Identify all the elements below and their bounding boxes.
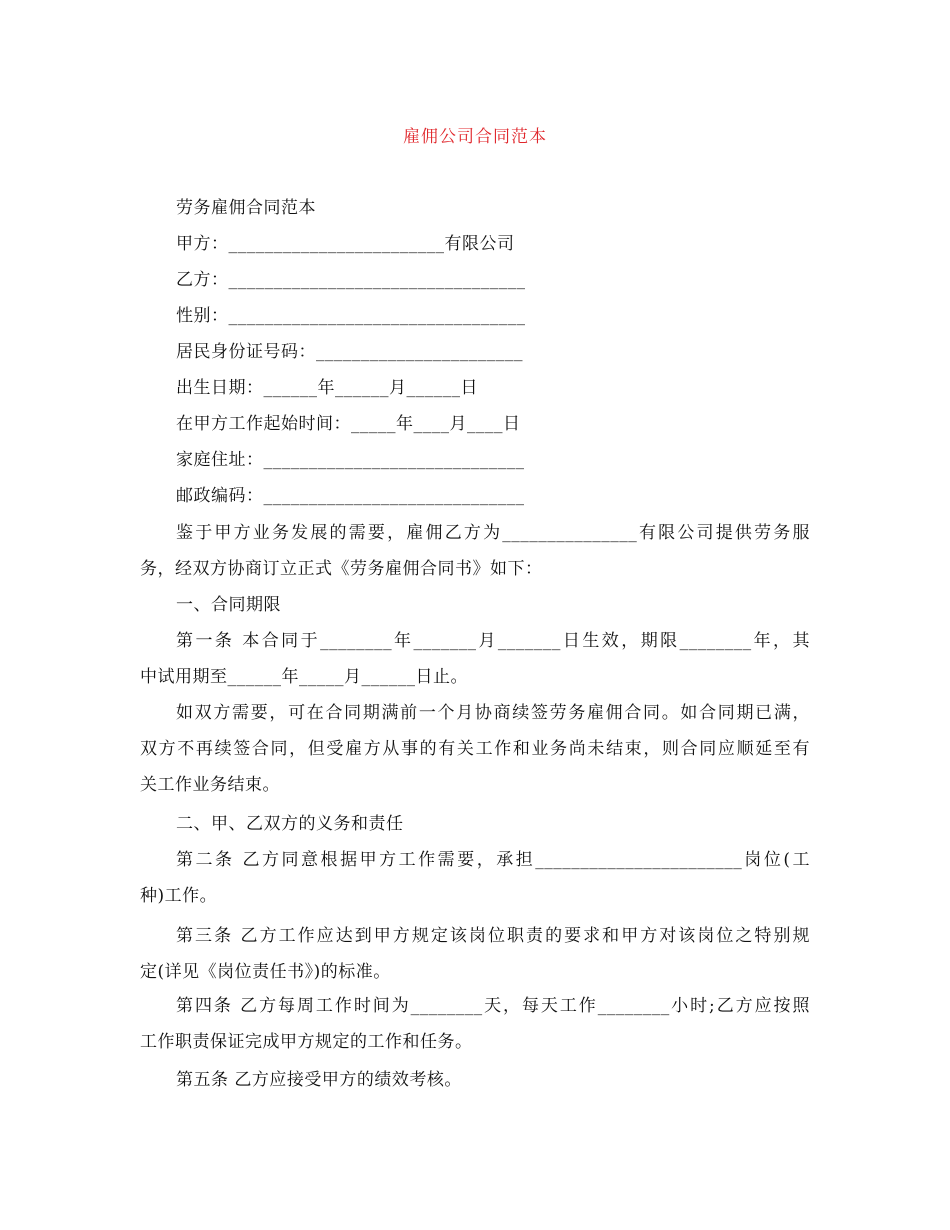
home-address-line: 家庭住址：_____________________________ xyxy=(176,450,525,470)
gender-line: 性别：_________________________________ xyxy=(176,306,526,326)
id-number-line: 居民身份证号码：_______________________ xyxy=(176,342,523,362)
subtitle-line: 劳务雇佣合同范本 xyxy=(176,198,316,218)
birth-date-line: 出生日期：______年______月______日 xyxy=(176,378,478,398)
document-title: 雇佣公司合同范本 xyxy=(403,127,547,147)
paragraph-line: 第五条 乙方应接受甲方的绩效考核。 xyxy=(176,1070,462,1090)
paragraph-line: 如双方需要，可在合同期满前一个月协商续签劳务雇佣合同。如合同期已满， xyxy=(176,703,810,723)
section-heading: 二、甲、乙双方的义务和责任 xyxy=(176,814,404,834)
start-date-line: 在甲方工作起始时间：_____年____月____日 xyxy=(176,414,521,434)
paragraph-line: 关工作业务结束。 xyxy=(140,775,280,795)
paragraph-line: 种)工作。 xyxy=(140,886,218,906)
paragraph-line: 第三条 乙方工作应达到甲方规定该岗位职责的要求和甲方对该岗位之特别规 xyxy=(176,926,810,946)
party-a-line: 甲方：________________________有限公司 xyxy=(176,234,515,254)
paragraph-line: 工作职责保证完成甲方规定的工作和任务。 xyxy=(140,1032,473,1052)
paragraph-line: 双方不再续签合同，但受雇方从事的有关工作和业务尚未结束，则合同应顺延至有 xyxy=(140,739,810,759)
postal-code-line: 邮政编码：_____________________________ xyxy=(176,486,525,506)
paragraph-line: 第二条 乙方同意根据甲方工作需要，承担_______________________岗位(工 xyxy=(176,850,810,870)
paragraph-line: 鉴于甲方业务发展的需要，雇佣乙方为_______________有限公司提供劳务服 xyxy=(176,523,810,543)
paragraph-line: 第一条 本合同于________年_______月_______日生效，期限________年，其 xyxy=(176,631,810,651)
paragraph-line: 务，经双方协商订立正式《劳务雇佣合同书》如下： xyxy=(140,559,543,579)
section-heading: 一、合同期限 xyxy=(176,595,281,615)
party-b-line: 乙方：_________________________________ xyxy=(176,270,526,290)
paragraph-line: 定(详见《岗位责任书》)的标准。 xyxy=(140,962,391,982)
paragraph-line: 第四条 乙方每周工作时间为________天，每天工作________小时;乙方应按照 xyxy=(176,996,810,1016)
paragraph-line: 中试用期至______年_____月______日止。 xyxy=(140,667,468,687)
